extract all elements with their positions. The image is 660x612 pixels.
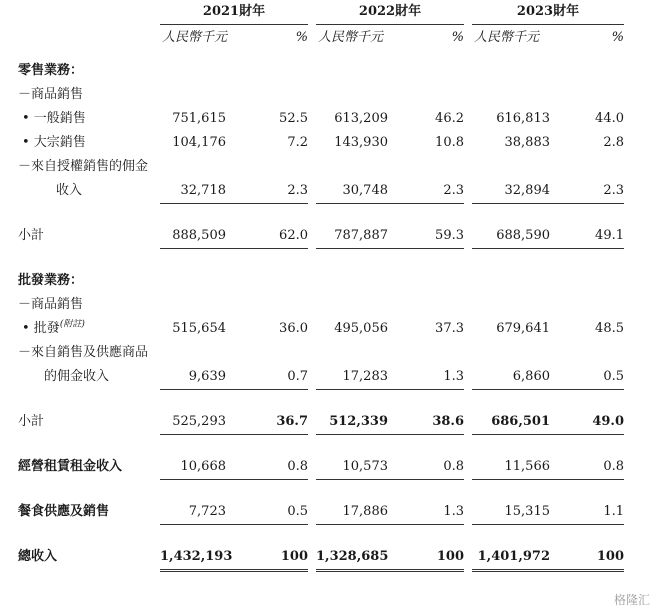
- table-row-subtotal: [0, 224, 660, 249]
- cell-2021-amount: 10,668: [160, 455, 226, 480]
- cell-2023-pct: 49.0: [550, 410, 624, 435]
- cell-2023-amount: 679,641: [496, 320, 550, 336]
- cell-2022-amount: 512,339: [316, 410, 388, 435]
- cell-2023-pct: 100: [550, 545, 624, 571]
- cell-2023-amount: 686,501: [472, 410, 550, 435]
- cell-2021-amount: 525,293: [160, 410, 226, 435]
- cell-2022-pct: 1.3: [388, 500, 464, 525]
- cell-2023-amount: 38,883: [504, 134, 550, 150]
- cell-2021-amount: 7,723: [160, 500, 226, 525]
- cell-2023-pct: 2.8: [603, 134, 624, 150]
- unit-pct: %: [611, 29, 624, 45]
- row-label-commission: －來自銷售及供應商品: [18, 344, 149, 360]
- cell-2023-amount: 32,894: [472, 179, 550, 204]
- cell-2021-pct: 7.2: [287, 134, 308, 150]
- row-label-goods-sales: －商品銷售: [18, 86, 84, 102]
- cell-2022-pct: 2.3: [388, 179, 464, 204]
- unit-rmb: 人民幣千元: [318, 29, 384, 45]
- cell-2022-amount: 10,573: [316, 455, 388, 480]
- table-row: [0, 500, 660, 525]
- cell-2023-amount: 11,566: [472, 455, 550, 480]
- unit-rmb: 人民幣千元: [474, 29, 540, 45]
- cell-2022-pct: 59.3: [388, 224, 464, 249]
- cell-2021-pct: 0.5: [226, 500, 308, 525]
- cell-2022-amount: 495,056: [334, 320, 388, 336]
- cell-2022-amount: 143,930: [334, 134, 388, 150]
- cell-2022-amount: 1,328,685: [316, 545, 388, 571]
- row-label-goods-sales: －商品銷售: [18, 296, 84, 312]
- year-header-2021: 2021財年: [160, 0, 308, 24]
- cell-2022-amount: 17,886: [316, 500, 388, 525]
- row-label: 小計: [18, 227, 45, 243]
- unit-rmb: 人民幣千元: [162, 29, 228, 45]
- cell-2021-pct: 2.3: [226, 179, 308, 204]
- cell-2021-pct: 62.0: [226, 224, 308, 249]
- table-row: [0, 317, 660, 341]
- cell-2023-pct: 48.5: [595, 320, 624, 336]
- cell-2021-pct: 36.7: [226, 410, 308, 435]
- cell-2022-amount: 787,887: [316, 224, 388, 249]
- table-row-subtotal: [0, 410, 660, 435]
- row-label: 小計: [18, 413, 45, 429]
- cell-2022-pct: 46.2: [435, 110, 464, 126]
- cell-2021-pct: 36.0: [279, 320, 308, 336]
- cell-2021-pct: 0.7: [226, 365, 308, 390]
- cell-2022-pct: 10.8: [435, 134, 464, 150]
- cell-2021-amount: 1,432,193: [160, 545, 226, 571]
- cell-2021-amount: 751,615: [172, 110, 226, 126]
- row-label: 經營租賃租金收入: [18, 458, 123, 474]
- watermark: [614, 591, 650, 608]
- row-label: 餐食供應及銷售: [18, 503, 110, 519]
- cell-2023-amount: 15,315: [472, 500, 550, 525]
- table-row: [0, 131, 660, 155]
- cell-2023-amount: 1,401,972: [472, 545, 550, 571]
- cell-2023-pct: 0.5: [550, 365, 624, 390]
- cell-2022-pct: 0.8: [388, 455, 464, 480]
- cell-2021-pct: 100: [226, 545, 308, 571]
- row-label-text: • 批發: [22, 320, 60, 336]
- cell-2021-pct: 0.8: [226, 455, 308, 480]
- cell-2022-pct: 100: [388, 545, 464, 571]
- note-marker: (附註): [59, 319, 85, 330]
- row-label: [0, 317, 160, 341]
- cell-2021-amount: 104,176: [172, 134, 226, 150]
- cell-2021-amount: 888,509: [160, 224, 226, 249]
- row-label: 總收入: [18, 549, 58, 565]
- section-heading-wholesale: 批發業務：: [18, 272, 84, 288]
- cell-2023-pct: 0.8: [550, 455, 624, 480]
- unit-pct: %: [295, 29, 308, 45]
- year-header-2022: 2022財年: [316, 0, 464, 24]
- row-label: 的佣金收入: [44, 368, 110, 384]
- watermark-text: 格隆汇: [613, 593, 650, 607]
- cell-2021-pct: 52.5: [279, 110, 308, 126]
- unit-pct: %: [451, 29, 464, 45]
- cell-2023-amount: 616,813: [496, 110, 550, 126]
- table-row: [0, 455, 660, 480]
- cell-2021-amount: 32,718: [160, 179, 226, 204]
- cell-2023-amount: 6,860: [472, 365, 550, 390]
- row-label-commission: －來自授權銷售的佣金: [18, 158, 149, 174]
- year-header-2023: 2023財年: [472, 0, 624, 24]
- row-label: 收入: [56, 182, 83, 198]
- cell-2022-amount: 17,283: [316, 365, 388, 390]
- cell-2023-pct: 2.3: [550, 179, 624, 204]
- row-label: • 一般銷售: [22, 110, 86, 126]
- cell-2021-amount: 9,639: [160, 365, 226, 390]
- cell-2022-pct: 38.6: [388, 410, 464, 435]
- row-label: • 大宗銷售: [22, 134, 86, 150]
- cell-2022-amount: 30,748: [316, 179, 388, 204]
- cell-2022-amount: 613,209: [334, 110, 388, 126]
- cell-2023-pct: 44.0: [595, 110, 624, 126]
- table-row-total: [0, 545, 660, 571]
- table-row: [0, 179, 660, 204]
- table-row: [0, 107, 660, 131]
- cell-2023-amount: 688,590: [472, 224, 550, 249]
- cell-2022-pct: 37.3: [435, 320, 464, 336]
- cell-2022-pct: 1.3: [388, 365, 464, 390]
- table-row: [0, 365, 660, 390]
- cell-2023-pct: 49.1: [550, 224, 624, 249]
- cell-2023-pct: 1.1: [550, 500, 624, 525]
- cell-2021-amount: 515,654: [172, 320, 226, 336]
- section-heading-retail: 零售業務：: [18, 62, 84, 78]
